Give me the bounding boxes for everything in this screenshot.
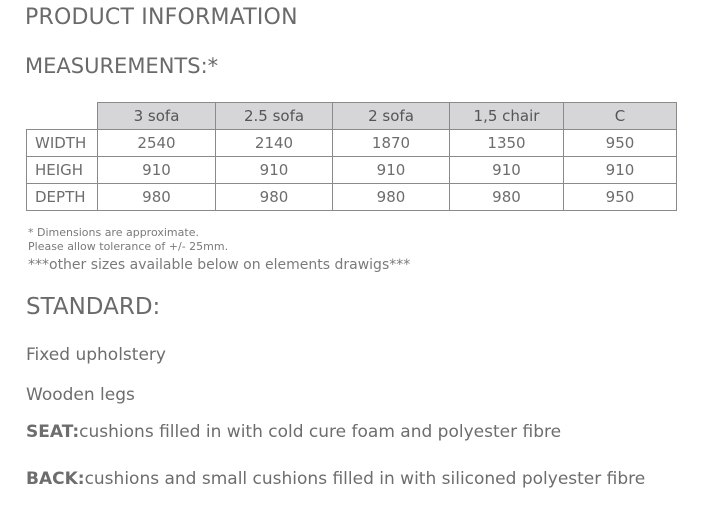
column-header: 2.5 sofa	[216, 103, 333, 130]
standard-heading: STANDARD:	[26, 294, 161, 320]
row-label: WIDTH	[27, 130, 98, 157]
measurements-heading: MEASUREMENTS:*	[25, 54, 219, 78]
measurements-table	[26, 102, 677, 211]
table-cell: 1350	[450, 130, 564, 157]
table-cell: 950	[564, 184, 677, 211]
column-header: 2 sofa	[333, 103, 450, 130]
table-cell: 980	[216, 184, 333, 211]
table-row	[27, 130, 677, 157]
table-cell: 910	[98, 157, 216, 184]
column-header: 1,5 chair	[450, 103, 564, 130]
table-cell: 980	[98, 184, 216, 211]
table-cell: 910	[333, 157, 450, 184]
table-row	[27, 157, 677, 184]
row-label: DEPTH	[27, 184, 98, 211]
tolerance-note: Please allow tolerance of +/- 25mm.	[28, 240, 229, 253]
back-label: BACK:	[26, 469, 85, 489]
back-description	[26, 469, 645, 489]
page-title: PRODUCT INFORMATION	[25, 5, 298, 30]
table-cell: 950	[564, 130, 677, 157]
table-cell: 980	[333, 184, 450, 211]
table-corner-cell	[27, 103, 98, 130]
table-cell: 2540	[98, 130, 216, 157]
seat-text: cushions filled in with cold cure foam and polyester fibre	[79, 422, 562, 442]
back-text: cushions and small cushions filled in with siliconed polyester fibre	[84, 469, 646, 489]
other-sizes-note: ***other sizes available below on elements drawigs***	[28, 257, 411, 273]
table-cell: 910	[216, 157, 333, 184]
table-cell: 980	[450, 184, 564, 211]
dimensions-note: * Dimensions are approximate.	[28, 226, 199, 239]
seat-description	[26, 422, 561, 442]
table-cell: 2140	[216, 130, 333, 157]
row-label: HEIGH	[27, 157, 98, 184]
table-cell: 910	[564, 157, 677, 184]
table-header-row	[27, 103, 677, 130]
table-row	[27, 184, 677, 211]
standard-item: Fixed upholstery	[26, 345, 166, 365]
seat-label: SEAT:	[26, 422, 80, 442]
column-header: C	[564, 103, 677, 130]
table-cell: 910	[450, 157, 564, 184]
standard-item: Wooden legs	[26, 385, 135, 405]
table-cell: 1870	[333, 130, 450, 157]
column-header: 3 sofa	[98, 103, 216, 130]
